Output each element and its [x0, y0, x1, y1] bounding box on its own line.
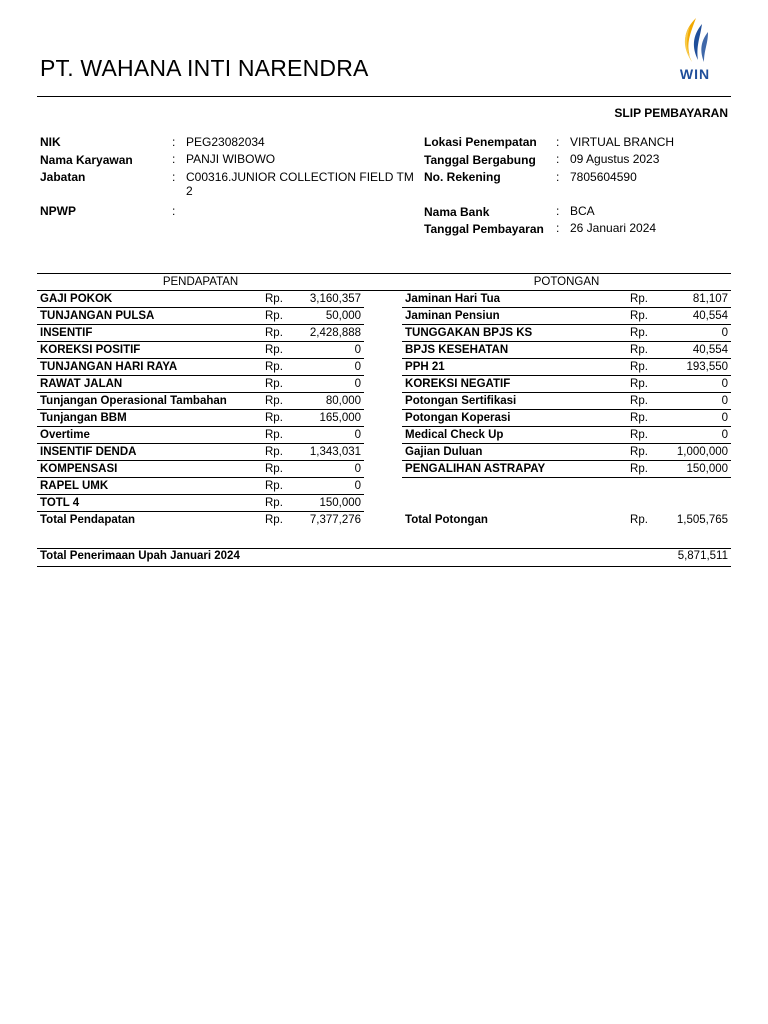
- currency-label: Rp.: [265, 514, 283, 526]
- pendapatan-item-name: Tunjangan BBM: [37, 410, 262, 427]
- table-row: [37, 478, 731, 495]
- total-pendapatan-amount: 7,377,276: [309, 514, 362, 526]
- currency-label: Rp.: [627, 291, 667, 308]
- potongan-item-name: Potongan Koperasi: [402, 410, 627, 427]
- potongan-item-name: TUNGGAKAN BPJS KS: [402, 325, 627, 342]
- pendapatan-item-name: KOREKSI POSITIF: [37, 342, 262, 359]
- info-value: C00316.JUNIOR COLLECTION FIELD TM 2: [186, 170, 414, 198]
- info-colon: :: [556, 152, 560, 166]
- column-gap: [364, 495, 402, 512]
- column-gap: [364, 410, 402, 427]
- potongan-item-amount: 193,550: [667, 359, 731, 376]
- pendapatan-item-amount: 1,343,031: [302, 444, 364, 461]
- table-row: [37, 291, 731, 308]
- potongan-item-amount: 0: [667, 325, 731, 342]
- currency-label: Rp.: [262, 291, 302, 308]
- pendapatan-item-name: KOMPENSASI: [37, 461, 262, 478]
- currency-label: Rp.: [262, 410, 302, 427]
- info-label: Nama Bank: [424, 205, 490, 219]
- potongan-item-amount: 0: [667, 410, 731, 427]
- company-logo: [662, 16, 728, 90]
- table-row: [37, 359, 731, 376]
- info-colon: :: [172, 152, 176, 166]
- info-colon: :: [172, 170, 176, 184]
- pendapatan-item-amount: 0: [302, 478, 364, 495]
- pendapatan-item-name: INSENTIF DENDA: [37, 444, 262, 461]
- company-name: PT. WAHANA INTI NARENDRA: [40, 55, 369, 81]
- column-gap: [364, 427, 402, 444]
- column-gap: [364, 444, 402, 461]
- column-gap: [364, 291, 402, 308]
- column-gap: [364, 325, 402, 342]
- pendapatan-item-amount: 2,428,888: [302, 325, 364, 342]
- pendapatan-item-amount: 80,000: [302, 393, 364, 410]
- currency-label: Rp.: [262, 478, 302, 495]
- potongan-item-name: Jaminan Hari Tua: [402, 291, 627, 308]
- info-label: Tanggal Pembayaran: [424, 222, 544, 236]
- column-gap: [364, 308, 402, 325]
- info-value: 26 Januari 2024: [570, 221, 657, 235]
- table-row: [37, 495, 731, 512]
- currency-label: Rp.: [627, 444, 667, 461]
- empty-cell: [402, 495, 627, 512]
- table-row: [37, 376, 731, 393]
- pendapatan-item-amount: 0: [302, 342, 364, 359]
- column-gap: [364, 342, 402, 359]
- currency-label: Rp.: [627, 410, 667, 427]
- potongan-item-amount: 150,000: [667, 461, 731, 478]
- info-value: VIRTUAL BRANCH: [570, 135, 675, 149]
- empty-cell: [627, 495, 667, 512]
- currency-label: Rp.: [262, 342, 302, 359]
- grand-total-label: Total Penerimaan Upah Januari 2024: [40, 550, 240, 562]
- potongan-item-name: Potongan Sertifikasi: [402, 393, 627, 410]
- pendapatan-item-name: TUNJANGAN PULSA: [37, 308, 262, 325]
- pendapatan-item-name: TUNJANGAN HARI RAYA: [37, 359, 262, 376]
- totals-row: [37, 512, 731, 529]
- info-colon: :: [556, 135, 560, 149]
- flame-logo-icon: [662, 16, 728, 66]
- info-label: NPWP: [40, 204, 76, 218]
- pendapatan-item-amount: 150,000: [302, 495, 364, 512]
- info-colon: :: [172, 135, 176, 149]
- pendapatan-item-amount: 0: [302, 461, 364, 478]
- pendapatan-item-amount: 0: [302, 376, 364, 393]
- potongan-item-name: Gajian Duluan: [402, 444, 627, 461]
- table-row: [37, 461, 731, 478]
- currency-label: Rp.: [262, 376, 302, 393]
- info-colon: :: [556, 204, 560, 218]
- pendapatan-item-name: Overtime: [37, 427, 262, 444]
- pendapatan-item-name: Tunjangan Operasional Tambahan: [37, 393, 262, 410]
- table-row: [37, 427, 731, 444]
- column-gap: [364, 359, 402, 376]
- currency-label: Rp.: [627, 308, 667, 325]
- column-gap: [364, 512, 402, 529]
- pendapatan-header: PENDAPATAN: [37, 274, 364, 291]
- currency-label: Rp.: [262, 444, 302, 461]
- currency-label: Rp.: [627, 342, 667, 359]
- employee-info-right: [424, 135, 730, 245]
- potongan-item-name: Jaminan Pensiun: [402, 308, 627, 325]
- total-potongan-label: Total Potongan: [405, 513, 488, 526]
- potongan-item-name: KOREKSI NEGATIF: [402, 376, 627, 393]
- info-value: 7805604590: [570, 170, 637, 184]
- currency-label: Rp.: [627, 427, 667, 444]
- potongan-item-amount: 0: [667, 376, 731, 393]
- empty-cell: [402, 478, 627, 495]
- table-row: [37, 325, 731, 342]
- potongan-item-name: PENGALIHAN ASTRAPAY: [402, 461, 627, 478]
- info-label: Nama Karyawan: [40, 153, 133, 167]
- currency-label: Rp.: [262, 495, 302, 512]
- column-gap: [364, 376, 402, 393]
- header-divider: [37, 96, 731, 97]
- currency-label: Rp.: [627, 376, 667, 393]
- table-row: [37, 308, 731, 325]
- currency-label: Rp.: [627, 461, 667, 478]
- empty-cell: [667, 478, 731, 495]
- potongan-item-name: PPH 21: [402, 359, 627, 376]
- info-value: BCA: [570, 204, 595, 218]
- currency-label: Rp.: [627, 359, 667, 376]
- table-row: [37, 410, 731, 427]
- potongan-item-amount: 0: [667, 393, 731, 410]
- currency-label: Rp.: [630, 513, 648, 526]
- total-potongan-amount: 1,505,765: [676, 513, 729, 526]
- logo-text: WIN: [679, 66, 711, 82]
- info-label: Tanggal Bergabung: [424, 153, 536, 167]
- potongan-item-amount: 1,000,000: [667, 444, 731, 461]
- table-row: [37, 444, 731, 461]
- potongan-item-amount: 81,107: [667, 291, 731, 308]
- potongan-item-name: BPJS KESEHATAN: [402, 342, 627, 359]
- currency-label: Rp.: [262, 325, 302, 342]
- info-label: Lokasi Penempatan: [424, 135, 537, 149]
- info-value: PANJI WIBOWO: [186, 152, 276, 166]
- currency-label: Rp.: [627, 325, 667, 342]
- info-label: No. Rekening: [424, 170, 501, 184]
- pendapatan-item-amount: 0: [302, 427, 364, 444]
- empty-cell: [627, 478, 667, 495]
- pendapatan-item-amount: 165,000: [302, 410, 364, 427]
- info-value: PEG23082034: [186, 135, 265, 149]
- table-header-row: [37, 274, 731, 291]
- column-gap: [364, 478, 402, 495]
- employee-info-left: [40, 135, 420, 225]
- column-gap: [364, 461, 402, 478]
- slip-title: SLIP PEMBAYARAN: [614, 106, 728, 120]
- empty-cell: [667, 495, 731, 512]
- pendapatan-item-amount: 50,000: [302, 308, 364, 325]
- potongan-item-amount: 0: [667, 427, 731, 444]
- pendapatan-item-name: INSENTIF: [37, 325, 262, 342]
- currency-label: Rp.: [262, 427, 302, 444]
- info-value: 09 Agustus 2023: [570, 152, 660, 166]
- potongan-item-amount: 40,554: [667, 308, 731, 325]
- pendapatan-item-name: TOTL 4: [37, 495, 262, 512]
- potongan-header: POTONGAN: [402, 274, 731, 291]
- table-row: [37, 342, 731, 359]
- potongan-item-name: Medical Check Up: [402, 427, 627, 444]
- pendapatan-item-name: RAWAT JALAN: [37, 376, 262, 393]
- pendapatan-item-name: RAPEL UMK: [37, 478, 262, 495]
- info-label: NIK: [40, 135, 61, 149]
- total-pendapatan-label: Total Pendapatan: [40, 514, 135, 526]
- currency-label: Rp.: [262, 461, 302, 478]
- pendapatan-item-amount: 0: [302, 359, 364, 376]
- table-body: [37, 291, 731, 529]
- currency-label: Rp.: [627, 393, 667, 410]
- grand-total: [37, 548, 731, 567]
- pendapatan-item-amount: 3,160,357: [302, 291, 364, 308]
- info-colon: :: [172, 204, 176, 218]
- currency-label: Rp.: [262, 393, 302, 410]
- payslip-table: [37, 273, 731, 528]
- potongan-item-amount: 40,554: [667, 342, 731, 359]
- table-row: [37, 393, 731, 410]
- currency-label: Rp.: [262, 359, 302, 376]
- info-label: Jabatan: [40, 170, 86, 184]
- info-colon: :: [556, 170, 560, 184]
- column-gap: [364, 393, 402, 410]
- currency-label: Rp.: [262, 308, 302, 325]
- pendapatan-item-name: GAJI POKOK: [37, 291, 262, 308]
- info-colon: :: [556, 221, 560, 235]
- grand-total-amount: 5,871,511: [677, 550, 728, 562]
